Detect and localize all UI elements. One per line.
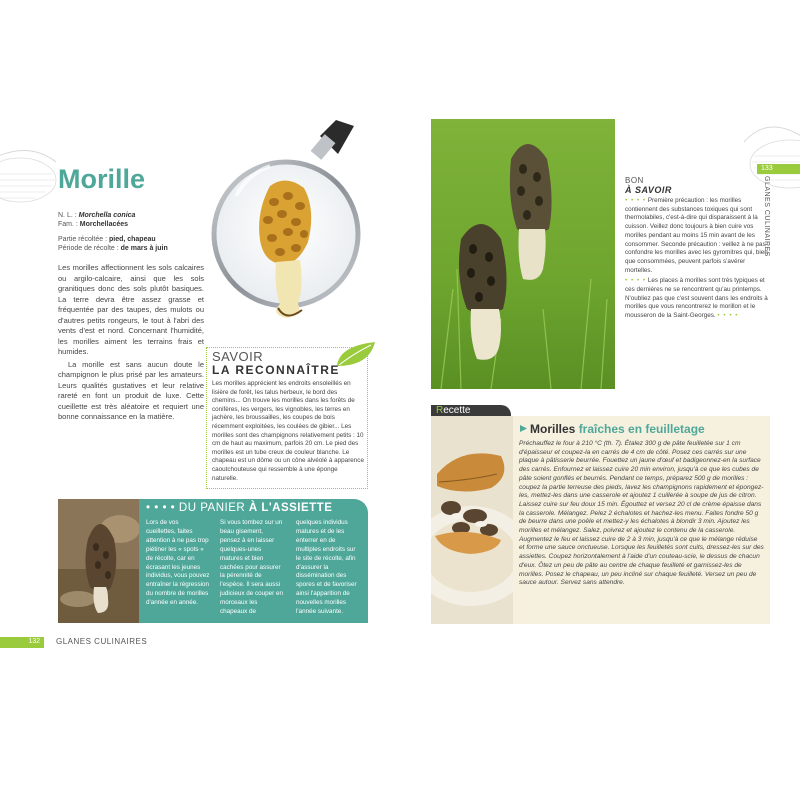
savoir-heading: SAVOIR: [212, 349, 264, 364]
recette-tab-rest: ecette: [443, 405, 471, 416]
bon-paragraph: [625, 277, 771, 321]
recette-title-emph: fraîches en feuilletage: [578, 422, 705, 436]
bon-text-1: Première précaution : les morilles contiennent des substances toxiques qui sont thermolabiles, c'est-à-dire qui disparaissent à la cuisson. Veillez donc toujours à bien cuire vos morilles pendant au moins 15 min avant de les consommer. Seconde précaution : veillez à ne pas confondre les morilles avec les gyromitres qui, bien que consommées, peuvent parfois s'avérer mortelles.: [625, 197, 768, 274]
harvest-period: de mars à juin: [120, 245, 168, 252]
recette-tab-initial: R: [436, 405, 444, 416]
morel-photo-small: [58, 499, 139, 623]
family-name: Morchellacées: [79, 221, 129, 228]
intro-text: [58, 263, 204, 425]
side-label: GLANES CULINAIRES: [763, 176, 770, 257]
page-number-text: 132: [28, 638, 40, 645]
page-number-right: [757, 164, 800, 174]
morel-photo-grass: [431, 119, 615, 389]
recette-title-main: Morilles: [530, 422, 579, 436]
footer-label: GLANES CULINAIRES: [56, 637, 148, 646]
recette-text: Préchauffez le four à 210 °C (th. 7). Étalez 300 g de pâte feuilletée sur 1 cm d'épaisseur et coupez-la en carrés de 4 cm de côté. Posez ces carrés sur une plaque à pâtisserie beurrée. Fouettez un jaune d'œuf et badigeonnez-en la surface des carrés. Enfournez et laissez cuire 20 min environ, jusqu'à ce que les cubes de pâte soient gonflés et beurrés. Pendant ce temps, préparez 500 g de morilles : coupez la partie terreuse des pieds, lavez les champignons rapidement et épongez-les, mettez-les dans une casserole et ajoutez 1 cuillerée à soupe de jus de citron. Laissez cuire sur feu doux 15 min. Égouttez et versez 20 cl de crème épaisse dans la casserole. Mélangez. Pelez 2 échalotes et hachez-les menu. Faites fondre 50 g de beurre dans une poêle et mettez-y les échalotes à blondir 3 min. Ajoutez les morilles et mélangez. Salez, poivrez et ajoutez le contenu de la casserole. Augmentez le feu et laissez cuire de 2 à 3 min, jusqu'à ce que le mélange réduise et forme une sauce onctueuse. Lorsque les feuilletés sont cuits, dressez-les sur des assiettes. Coupez horizontalement à l'aide d'un couteau-scie, le dessus de chacun d'eux. Ôtez un peu de pâte au centre de chaque feuilleté et garnissez-les de morilles. Posez le chapeau, un peu incliné sur chaque feuilleté. Versez un peu de sauce autour. Servez sans attendre.: [519, 440, 764, 587]
bullet-dots: • • • •: [625, 277, 647, 285]
leaf-icon: [335, 340, 377, 370]
bon-a-savoir-box: [625, 176, 771, 321]
intro-paragraph: La morille est sans aucun doute le champignon le plus prisé par les amateurs. Leurs qualités gustatives et leur relative rareté en font un produit de luxe. Cette cueillette est très aléatoire et requiert une bonne connaissance en la matière.: [58, 359, 204, 421]
page-title: Morille: [58, 164, 146, 194]
bon-text-2: Les places à morilles sont très typiques et ces dernières ne se rencontrent qu'au printemps. N'oubliez pas que c'est souvent dans les endroits à morilles que vous rencontrerez le morillon et le mousseron de la Saint-Georges.: [625, 277, 768, 320]
panier-title-main: DU PANIER: [178, 502, 246, 514]
recette-photo: [431, 416, 513, 624]
side-label-wrap: [760, 176, 772, 266]
savoir-subheading: LA RECONNAÎTRE: [212, 363, 340, 377]
panier-title-emph: À L'ASSIETTE: [248, 502, 333, 514]
panier-column: Lors de vos cueillettes, faites attention à ne pas trop piétiner les « spots » de récolte, car en écrasant les jeunes individus, vous pouvez entraîner la régression du nombre de morilles d'année en année.: [146, 519, 210, 607]
meta-label: Période de récolte :: [58, 245, 121, 252]
bon-heading: BON: [625, 176, 644, 185]
basket-illustration: [0, 140, 58, 210]
harvested-part: pied, chapeau: [108, 236, 156, 243]
panier-dots: • • • •: [146, 502, 176, 514]
savoir-text: Les morilles apprécient les endroits ensoleillés en lisière de forêt, les talus herbeux, le bord des chemins... On trouve les morilles dans les forêts de conifères, les vergers, les vignobles, les terres en jachère, les broussailles, les coupes de bois récemment exploitées, les coulées de gibier... Les morilles sont des champignons relativement petits : 10 cm de haut au maximum, parfois 20 cm. Le pied des morilles est un tube creux de couleur blanche. Le chapeau est un dôme ou un cône alvéolé à apparence caoutchouteuse qui ressemble à une éponge naturelle.: [212, 380, 364, 482]
latin-name: Morchella conica: [78, 212, 136, 219]
magnifier-morel-illustration: [208, 118, 368, 344]
meta-label: N. L. :: [58, 212, 79, 219]
species-meta: [58, 211, 168, 253]
panier-column: Si vous tombez sur un beau gisement, pensez à en laisser quelques-unes matures et bien cachées pour assurer la pérennité de l'espèce. Il sera aussi judicieux de couper en morceaux les chapeaux de: [220, 519, 284, 616]
page-number-left: [0, 637, 44, 648]
end-dots: • • • •: [717, 312, 739, 320]
page-number-text: 133: [761, 165, 773, 172]
meta-label: Fam. :: [58, 221, 80, 228]
bon-subheading: À SAVOIR: [625, 185, 672, 195]
panier-title: [146, 502, 332, 514]
recette-tab-label: [436, 405, 470, 416]
bon-paragraph: [625, 197, 771, 275]
panier-column: quelques individus matures et de les enterrer en de multiples endroits sur le site de récolte, afin d'assurer la dissémination des spores et de favoriser ainsi l'apparition de nouvelles morilles l'année suivante.: [296, 519, 357, 616]
recette-title: [519, 422, 705, 436]
bullet-dots: • • • •: [625, 197, 647, 204]
triangle-bullet-icon: [519, 424, 528, 433]
meta-label: Partie récoltée :: [58, 236, 109, 243]
intro-paragraph: Les morilles affectionnent les sols calcaires ou argilo-calcaire, ainsi que les sols granitiques donc des sols plutôt basiques. La terre devra être assez grasse et fréquentée par des taupes, des mulots ou d'autres petits rongeurs, le tout à l'abri des vents d'est et nord. Concernant l'humidité, les morilles aiment les terrains frais et humides.: [58, 263, 204, 356]
